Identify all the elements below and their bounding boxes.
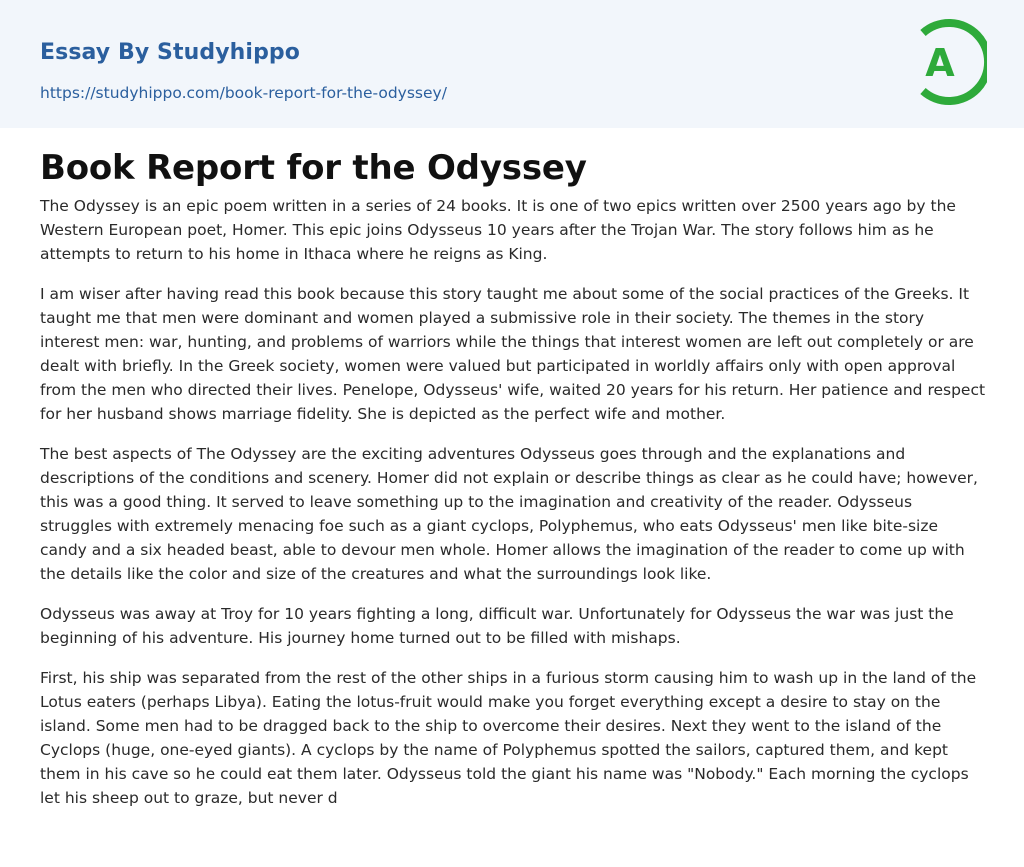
- source-url-link[interactable]: https://studyhippo.com/book-report-for-the-odyssey/: [40, 84, 447, 102]
- logo-letter: A: [925, 41, 955, 85]
- article-body: [0, 128, 1024, 810]
- page-header: [0, 0, 1024, 128]
- paragraph: I am wiser after having read this book because this story taught me about some of the social practices of the Greeks. It taught me that men were dominant and women played a submissive role in their society. The themes in the story interest men: war, hunting, and problems of warriors while the things that interest women are left out completely or are dealt with briefly. In the Greek society, women were valued but participated in worldly affairs only with open approval from the men who directed their lives. Penelope, Odysseus' wife, waited 20 years for his return. Her patience and respect for her husband shows marriage fidelity. She is depicted as the perfect wife and mother.: [40, 285, 986, 423]
- site-title[interactable]: Essay By Studyhippo: [40, 40, 300, 65]
- paragraph: First, his ship was separated from the rest of the other ships in a furious storm causing him to wash up in the land of the Lotus eaters (perhaps Libya). Eating the lotus-fruit would make you forget everything except a desire to stay on the island. Some men had to be dragged back to the ship to overcome their desires. Next they went to the island of the Cyclops (huge, one-eyed giants). A cyclops by the name of Polyphemus spotted the sailors, captured them, and kept them in his cave so he could eat them later. Odysseus told the giant his name was "Nobody." Each morning the cyclops let his sheep out to graze, but never d: [40, 669, 977, 807]
- paragraph: Odysseus was away at Troy for 10 years fighting a long, difficult war. Unfortunately for Odysseus the war was just the beginning of his adventure. His journey home turned out to be filled with mishaps.: [40, 605, 954, 647]
- paragraph: The best aspects of The Odyssey are the exciting adventures Odysseus goes through and the explanations and descriptions of the conditions and scenery. Homer did not explain or describe things as clear as he could have; however, this was a good thing. It served to leave something up to the imagination and creativity of the reader. Odysseus struggles with extremely menacing foe such as a giant cyclops, Polyphemus, who eats Odysseus' men like bite-size candy and a six headed beast, able to devour men whole. Homer allows the imagination of the reader to come up with the details like the color and size of the creatures and what the surroundings look like.: [40, 445, 978, 583]
- paragraph: The Odyssey is an epic poem written in a series of 24 books. It is one of two epics written over 2500 years ago by the Western European poet, Homer. This epic joins Odysseus 10 years after the Trojan War. The story follows him as he attempts to return to his home in Ithaca where he reigns as King.: [40, 197, 956, 263]
- studyhippo-logo-icon[interactable]: [911, 18, 987, 106]
- page-title: Book Report for the Odyssey: [40, 148, 587, 188]
